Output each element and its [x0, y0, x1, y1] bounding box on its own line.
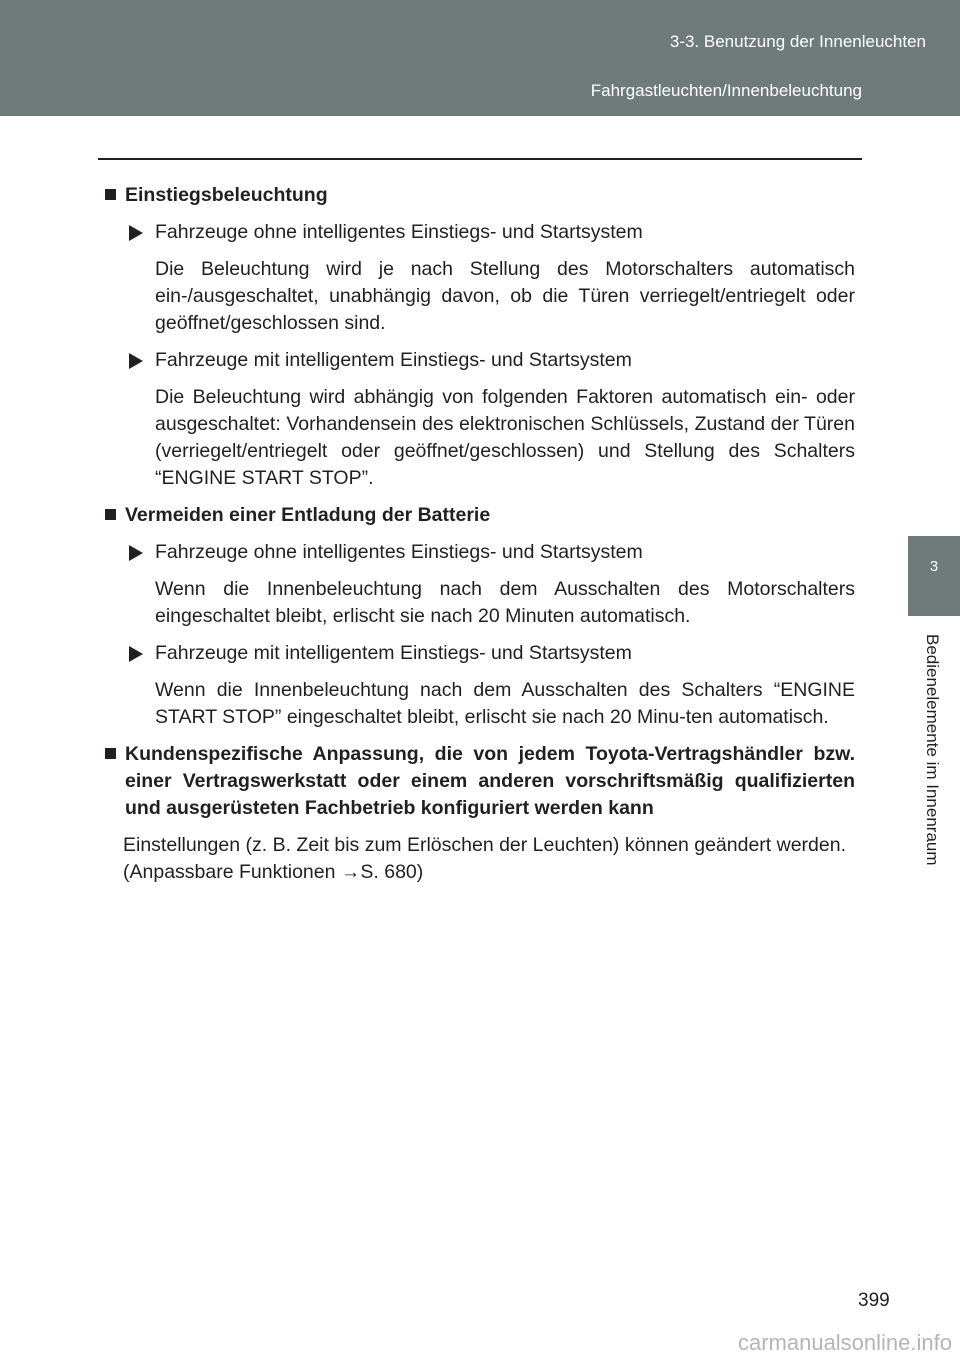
triangle-bullet-icon: [129, 225, 143, 241]
triangle-bullet-icon: [129, 545, 143, 561]
variant-label: [103, 347, 855, 374]
chapter-title: 3-3. Benutzung der Innenleuchten: [669, 32, 926, 51]
chapter-tab-title-box: [908, 616, 960, 946]
chapter-tab-title: Bedienelemente im Innenraum: [923, 634, 942, 866]
heading-text: Vermeiden einer Entladung der Batterie: [125, 504, 491, 526]
section-heading: [103, 502, 855, 529]
section-heading: [103, 182, 855, 209]
variant-label-text: Fahrzeuge mit intelligentem Einstiegs- und Startsystem: [155, 349, 632, 371]
section-heading: [103, 741, 855, 822]
heading-text: Kundenspezifische Anpassung, die von jedem Toyota-Vertragshändler bzw. einer Vertragswerkstatt oder einem anderen vorschriftsmäßig qualifizierten und ausgerüsteten Fachbetrieb konfiguriert werden kann: [125, 743, 855, 819]
page-reference[interactable]: (Anpassbare Funktionen →S. 680): [123, 861, 424, 883]
triangle-bullet-icon: [129, 353, 143, 369]
chapter-number: 3: [908, 536, 960, 616]
header-rule: [98, 158, 862, 160]
heading-text: Einstiegsbeleuchtung: [125, 184, 328, 206]
variant-text: Die Beleuchtung wird je nach Stellung des Motorschalters automatisch ein-/ausgeschaltet, unabhängig davon, ob die Türen verriegelt/entriegelt oder geöffnet/geschlossen sind.: [155, 258, 855, 334]
section-title: Fahrgastleuchten/Innenbeleuchtung: [590, 81, 862, 100]
chapter-side-tab: [908, 116, 960, 1362]
variant-text: Die Beleuchtung wird abhängig von folgenden Faktoren automatisch ein- oder ausgeschaltet: Vorhandensein des elektronischen Schlüssels, Zustand der Türen (verriegelt/entriegelt oder geöffnet/geschlossen) und Stellung des Schalters “ENGINE START STOP”.: [155, 386, 855, 489]
variant-label-text: Fahrzeuge ohne intelligentes Einstiegs- und Startsystem: [155, 221, 643, 243]
variant-label-text: Fahrzeuge mit intelligentem Einstiegs- und Startsystem: [155, 642, 632, 664]
variant-label: [103, 640, 855, 667]
variant-label: [103, 219, 855, 246]
square-bullet-icon: [105, 748, 116, 759]
variant-text: Wenn die Innenbeleuchtung nach dem Ausschalten des Schalters “ENGINE START STOP” eingeschaltet bleibt, erlischt sie nach 20 Minu-ten automatisch.: [155, 679, 855, 728]
page-number: 399: [858, 1290, 890, 1311]
page-header: [0, 0, 960, 116]
main-content: [103, 182, 855, 896]
watermark: carmanualsonline.info: [737, 1330, 952, 1355]
triangle-bullet-icon: [129, 646, 143, 662]
variant-label-text: Fahrzeuge ohne intelligentes Einstiegs- und Startsystem: [155, 541, 643, 563]
square-bullet-icon: [105, 189, 116, 200]
square-bullet-icon: [105, 509, 116, 520]
section-text: [103, 832, 855, 859]
variant-text: Wenn die Innenbeleuchtung nach dem Ausschalten des Motorschalters eingeschaltet bleibt, erlischt sie nach 20 Minuten automatisch.: [155, 578, 855, 627]
section-text-body: Einstellungen (z. B. Zeit bis zum Erlöschen der Leuchten) können geändert werden.: [123, 834, 846, 856]
variant-label: [103, 539, 855, 566]
